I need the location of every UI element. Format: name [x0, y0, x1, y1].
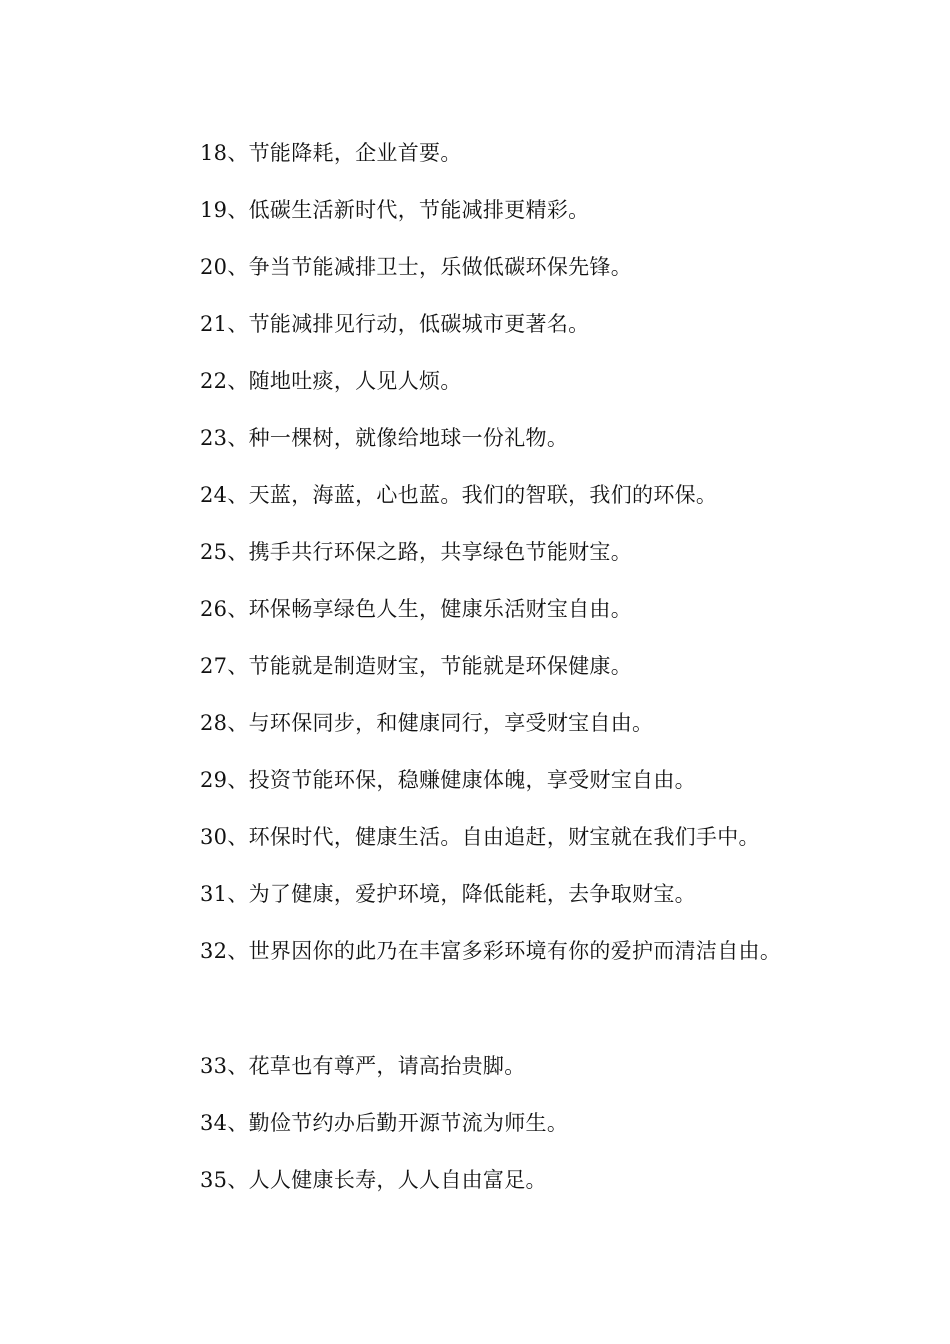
slogan-line: 28、与环保同步，和健康同行，享受财宝自由。: [200, 711, 654, 735]
slogan-line: 23、种一棵树，就像给地球一份礼物。: [200, 426, 569, 450]
slogan-line: 24、天蓝，海蓝，心也蓝。我们的智联，我们的环保。: [200, 483, 718, 507]
slogan-line: 21、节能减排见行动，低碳城市更著名。: [200, 312, 590, 336]
slogan-line: 30、环保时代，健康生活。自由追赶，财宝就在我们手中。: [200, 825, 760, 849]
slogan-line: 26、环保畅享绿色人生，健康乐活财宝自由。: [200, 597, 633, 621]
slogan-line: 34、勤俭节约办后勤开源节流为师生。: [200, 1111, 569, 1135]
slogan-line: 19、低碳生活新时代，节能减排更精彩。: [200, 198, 590, 222]
slogan-line: 22、随地吐痰，人见人烦。: [200, 369, 462, 393]
slogan-line: 31、为了健康，爱护环境，降低能耗，去争取财宝。: [200, 882, 696, 906]
slogan-line: 25、携手共行环保之路，共享绿色节能财宝。: [200, 540, 633, 564]
slogan-line: 27、节能就是制造财宝，节能就是环保健康。: [200, 654, 633, 678]
slogan-line: 18、节能降耗，企业首要。: [200, 141, 462, 165]
slogan-line: 32、世界因你的此乃在丰富多彩环境有你的爱护而清洁自由。: [200, 939, 782, 963]
slogan-line: 35、人人健康长寿，人人自由富足。: [200, 1168, 547, 1192]
slogan-line: 29、投资节能环保，稳赚健康体魄，享受财宝自由。: [200, 768, 696, 792]
slogan-line: 33、花草也有尊严，请高抬贵脚。: [200, 1054, 526, 1078]
slogan-line: 20、争当节能减排卫士，乐做低碳环保先锋。: [200, 255, 633, 279]
